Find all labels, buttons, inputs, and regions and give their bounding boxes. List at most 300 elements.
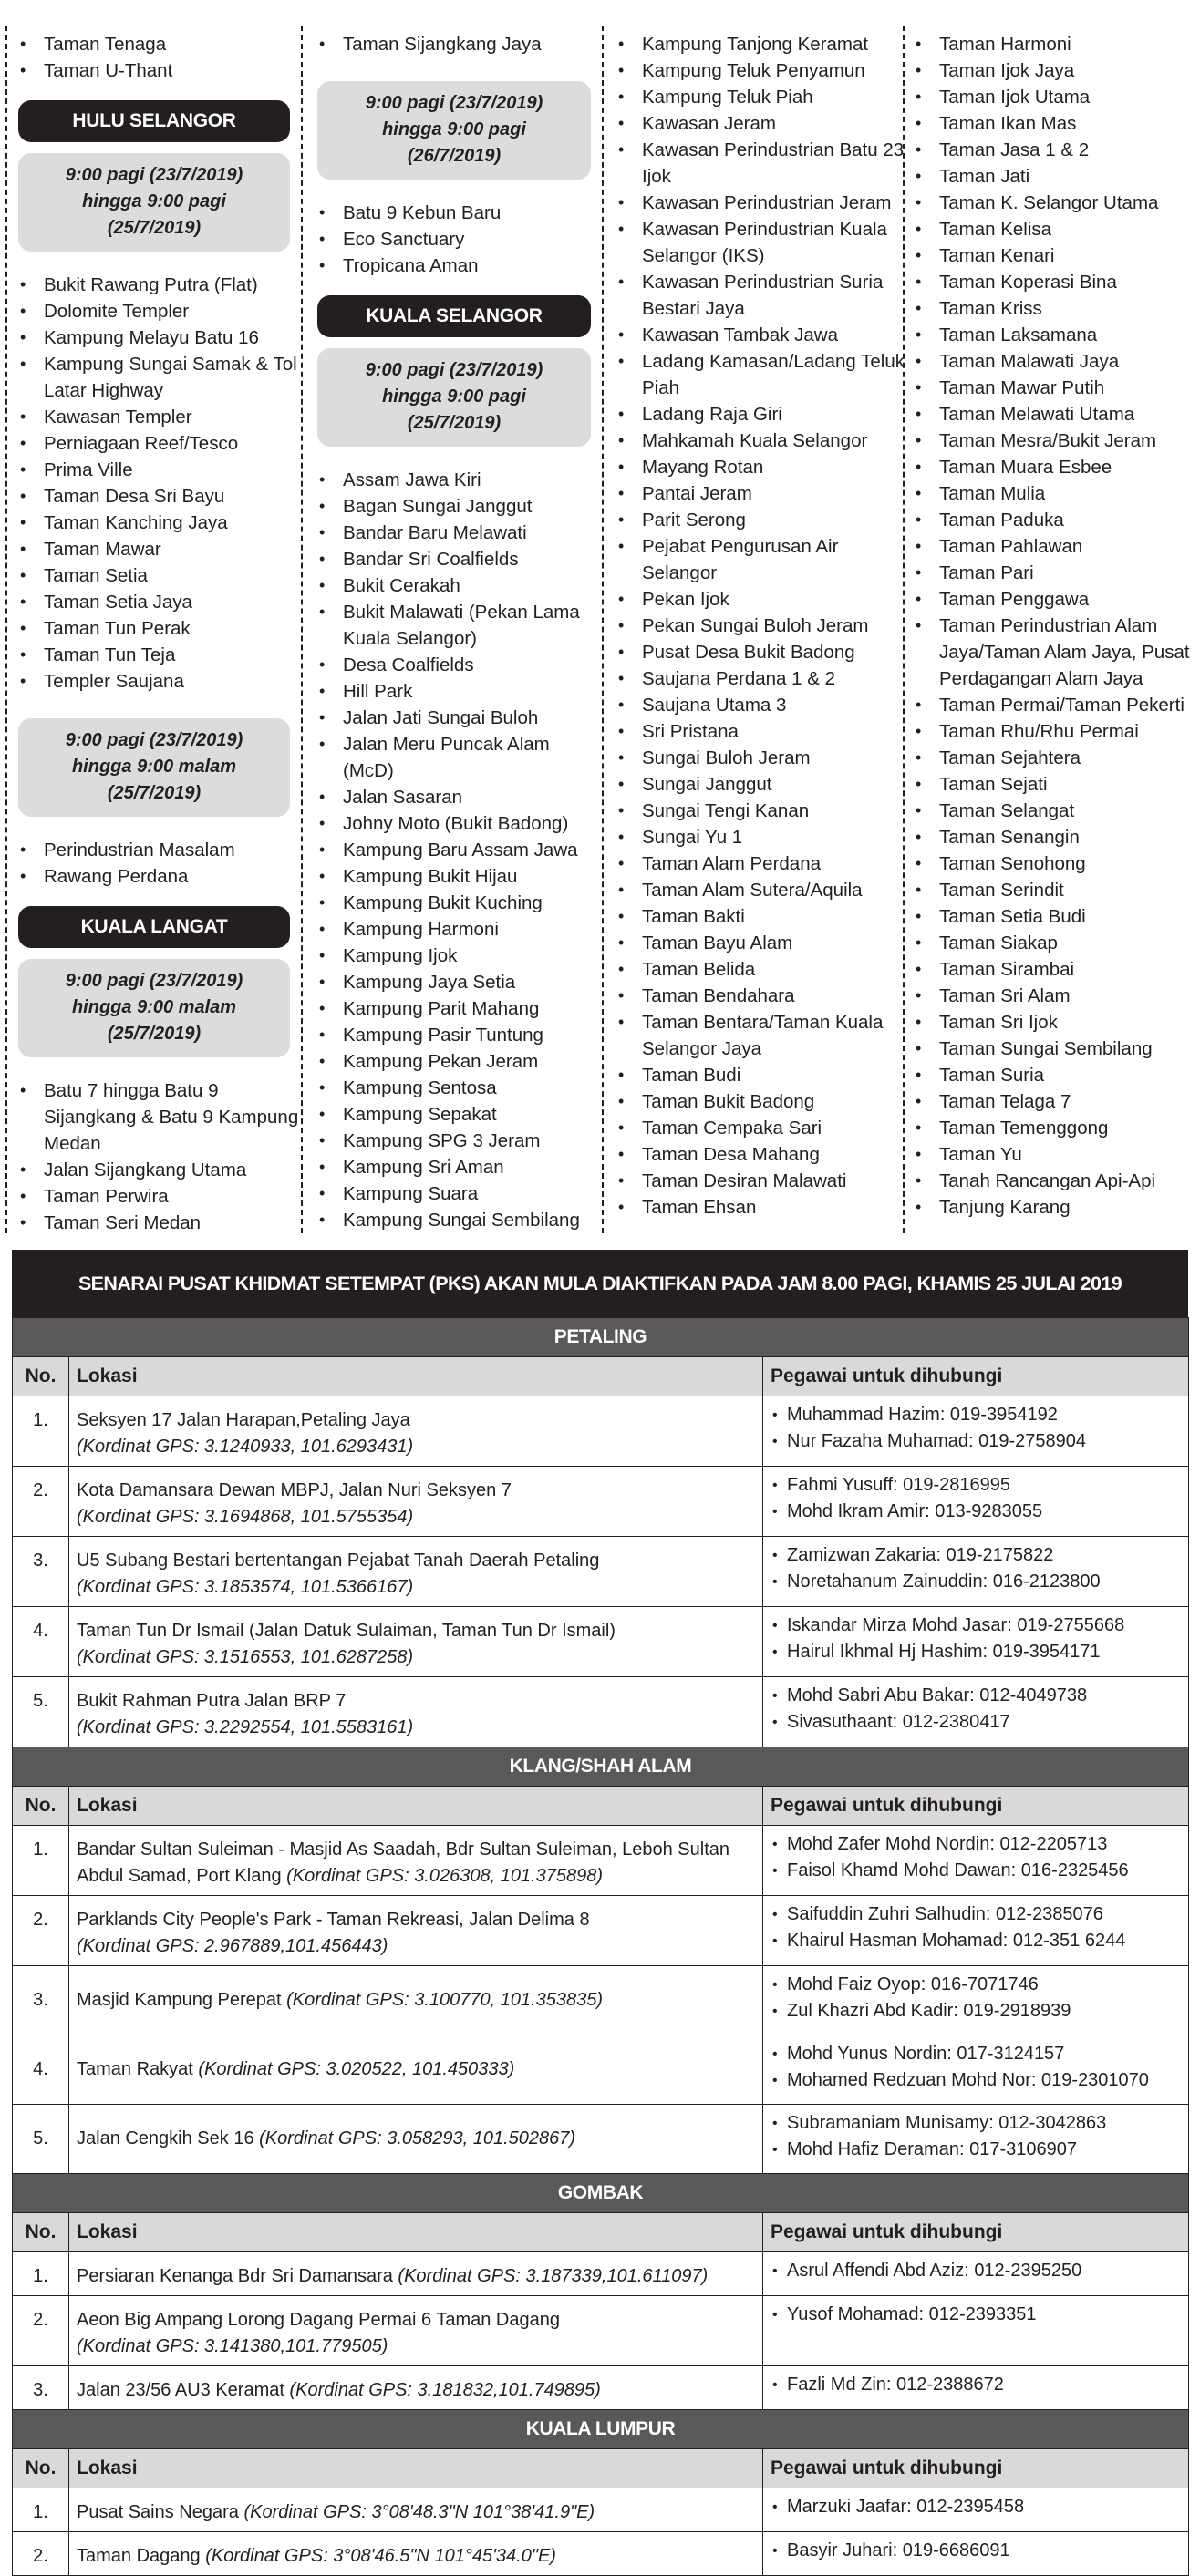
time-range-line: (25/7/2019) (107, 218, 202, 238)
location-item: • Taman Pahlawan (914, 533, 1200, 560)
region-header-row (13, 1747, 1189, 1787)
location-item: • Desa Coalfields (317, 652, 604, 678)
location-name: Persiaran Kenanga Bdr Sri Damansara (77, 2266, 393, 2286)
location-name: Aeon Big Ampang Lorong Dagang Permai 6 Taman Dagang (77, 2310, 560, 2330)
contact-item: • Yusof Mohamad: 012-2393351 (771, 2302, 1181, 2328)
gps-coordinates: (Kordinat GPS: 3°08'48.3"N 101°38'41.9"E) (243, 2502, 595, 2522)
location-name: Taman Rakyat (77, 2059, 193, 2079)
location-item: • Pejabat Pengurusan Air Selangor (616, 533, 905, 586)
location-item: • Perniagaan Reef/Tesco (18, 430, 303, 457)
location-item: • Taman Paduka (914, 507, 1200, 533)
location-item: • Taman Bendahara (616, 983, 905, 1009)
location-item: • Kampung Suara (317, 1180, 604, 1207)
location-item: • Taman Yu (914, 1141, 1200, 1168)
location-cell (69, 2105, 763, 2174)
row-number: 2. (13, 2296, 69, 2366)
location-item: • Kampung Bukit Hijau (317, 863, 604, 890)
table-row (13, 1467, 1189, 1537)
location-item: • Batu 7 hingga Batu 9 Sijangkang & Batu 9 Kampung Medan (18, 1077, 303, 1157)
contact-list (771, 2110, 1181, 2163)
table-row (13, 2252, 1189, 2296)
column-2 (303, 26, 604, 1233)
location-item: • Taman Siakap (914, 930, 1200, 956)
location-item: • Taman Budi (616, 1062, 905, 1088)
location-item: • Tanjung Karang (914, 1194, 1200, 1221)
row-number: 2. (13, 1467, 69, 1537)
location-item: • Hill Park (317, 678, 604, 705)
location-item: • Taman Temenggong (914, 1115, 1200, 1141)
column-header-row (13, 2213, 1189, 2252)
time-range-line: (25/7/2019) (107, 783, 202, 803)
location-item: • Kawasan Templer (18, 404, 303, 430)
contacts-cell (763, 1396, 1189, 1467)
gps-coordinates: (Kordinat GPS: 3.2292554, 101.5583161) (77, 1717, 414, 1737)
location-item: • Taman Alam Perdana (616, 850, 905, 877)
contacts-cell (763, 1607, 1189, 1677)
location-item: • Taman Tun Teja (18, 642, 303, 668)
table-row (13, 2532, 1189, 2576)
gps-coordinates: (Kordinat GPS: 3.1516553, 101.6287258) (77, 1647, 414, 1667)
column-header-row (13, 2449, 1189, 2488)
location-item: • Taman Kenari (914, 242, 1200, 269)
location-item: • Taman Belida (616, 956, 905, 983)
time-range-line: 9:00 pagi (23/7/2019) (65, 971, 243, 991)
location-columns (0, 26, 1200, 1233)
location-item: • Taman Jasa 1 & 2 (914, 137, 1200, 163)
location-item: • Taman Kelisa (914, 216, 1200, 242)
contact-list (771, 1542, 1181, 1595)
location-item: • Taman Sijangkang Jaya (317, 31, 604, 57)
contact-item: • Noretahanum Zainuddin: 016-2123800 (771, 1569, 1181, 1595)
location-name: Pusat Sains Negara (77, 2502, 239, 2522)
contact-item: • Faisol Khamd Mohd Dawan: 016-2325456 (771, 1858, 1181, 1884)
location-item: • Pekan Ijok (616, 586, 905, 613)
contact-item: • Mohd Faiz Oyop: 016-7071746 (771, 1972, 1181, 1998)
location-item: • Kampung Harmoni (317, 916, 604, 943)
contacts-cell (763, 1826, 1189, 1896)
header-location: Lokasi (69, 1787, 763, 1826)
location-item: • Saujana Utama 3 (616, 692, 905, 718)
gps-coordinates: (Kordinat GPS: 3.141380,101.779505) (77, 2336, 388, 2356)
table-row (13, 1826, 1189, 1896)
column-header-row (13, 1357, 1189, 1396)
contact-item: • Khairul Hasman Mohamad: 012-351 6244 (771, 1928, 1181, 1954)
location-list (18, 1077, 303, 1236)
gps-coordinates: (Kordinat GPS: 2.967889,101.456443) (77, 1936, 388, 1956)
column-4 (905, 26, 1200, 1233)
gps-coordinates: (Kordinat GPS: 3.1240933, 101.6293431) (77, 1437, 414, 1457)
contact-list (771, 1402, 1181, 1455)
location-item: • Kampung Sepakat (317, 1101, 604, 1128)
row-number: 1. (13, 1396, 69, 1467)
location-item: • Pekan Sungai Buloh Jeram (616, 613, 905, 639)
location-item: • Bandar Sri Coalfields (317, 546, 604, 572)
location-item: • Eco Sanctuary (317, 226, 604, 252)
header-no: No. (13, 2449, 69, 2488)
location-item: • Taman Sungai Sembilang (914, 1036, 1200, 1062)
location-name: Seksyen 17 Jalan Harapan,Petaling Jaya (77, 1410, 410, 1430)
location-item: • Kampung Sri Aman (317, 1154, 604, 1180)
location-item: • Taman Senangin (914, 824, 1200, 850)
column-header-row (13, 1787, 1189, 1826)
location-cell (69, 2252, 763, 2296)
location-item: • Taman Pari (914, 560, 1200, 586)
location-item: • Taman Ijok Utama (914, 84, 1200, 110)
contact-item: • Mohd Zafer Mohd Nordin: 012-2205713 (771, 1831, 1181, 1858)
row-number: 1. (13, 2252, 69, 2296)
location-item: • Batu 9 Kebun Baru (317, 200, 604, 226)
row-number: 1. (13, 2488, 69, 2532)
location-name: Kota Damansara Dewan MBPJ, Jalan Nuri Seksyen 7 (77, 1480, 512, 1500)
time-range-box (317, 81, 591, 180)
location-name: Parklands City People's Park - Taman Rekreasi, Jalan Delima 8 (77, 1910, 590, 1930)
time-range-line: 9:00 pagi (23/7/2019) (365, 93, 543, 113)
location-item: • Bagan Sungai Janggut (317, 493, 604, 520)
location-item: • Taman Perwira (18, 1183, 303, 1210)
location-item: • Kawasan Jeram (616, 110, 905, 137)
time-range-line: (25/7/2019) (107, 1024, 202, 1044)
location-item: • Kampung Parit Mahang (317, 995, 604, 1022)
location-list (18, 272, 303, 695)
location-item: • Taman Sri Alam (914, 983, 1200, 1009)
time-range-box (18, 153, 290, 252)
location-item: • Templer Saujana (18, 668, 303, 695)
time-range-box (18, 959, 290, 1057)
time-range-line: hingga 9:00 pagi (82, 191, 226, 211)
contact-item: • Subramaniam Munisamy: 012-3042863 (771, 2110, 1181, 2137)
location-item: • Sungai Tengi Kanan (616, 798, 905, 824)
header-no: No. (13, 1787, 69, 1826)
time-range-line: hingga 9:00 pagi (382, 119, 526, 139)
location-item: • Kampung Sentosa (317, 1075, 604, 1101)
location-item: • Kampung SPG 3 Jeram (317, 1128, 604, 1154)
contact-list (771, 2538, 1181, 2564)
contacts-cell (763, 1966, 1189, 2035)
time-range-line: (25/7/2019) (407, 413, 502, 433)
location-item: • Taman Alam Sutera/Aquila (616, 877, 905, 903)
contact-item: • Fazli Md Zin: 012-2388672 (771, 2372, 1181, 2398)
row-number: 3. (13, 1966, 69, 2035)
location-item: • Taman Ijok Jaya (914, 57, 1200, 84)
location-item: • Taman Harmoni (914, 31, 1200, 57)
location-item: • Taman Serindit (914, 877, 1200, 903)
contact-item: • Zul Khazri Abd Kadir: 019-2918939 (771, 1998, 1181, 2025)
header-location: Lokasi (69, 1357, 763, 1396)
table-row (13, 2105, 1189, 2174)
location-item: • Kampung Tanjong Keramat (616, 31, 905, 57)
location-item: • Taman Desiran Malawati (616, 1168, 905, 1194)
row-number: 5. (13, 2105, 69, 2174)
contact-item: • Muhammad Hazim: 019-3954192 (771, 1402, 1181, 1428)
location-item: • Taman Koperasi Bina (914, 269, 1200, 295)
location-item: • Taman Perindustrian Alam Jaya/Taman Alam Jaya, Pusat Perdagangan Alam Jaya (914, 613, 1200, 692)
location-item: • Taman Mawar Putih (914, 375, 1200, 401)
contact-list (771, 2041, 1181, 2094)
contact-item: • Zamizwan Zakaria: 019-2175822 (771, 1542, 1181, 1569)
time-range-line: hingga 9:00 malam (71, 997, 237, 1017)
location-name: Taman Tun Dr Ismail (Jalan Datuk Sulaiman, Taman Tun Dr Ismail) (77, 1621, 616, 1641)
row-number: 5. (13, 1677, 69, 1747)
table-row (13, 2035, 1189, 2105)
header-location: Lokasi (69, 2449, 763, 2488)
location-item: • Taman Bukit Badong (616, 1088, 905, 1115)
location-item: • Bukit Rawang Putra (Flat) (18, 272, 303, 298)
location-item: • Kawasan Perindustrian Kuala Selangor (IKS) (616, 216, 905, 269)
contacts-cell (763, 2035, 1189, 2105)
contact-list (771, 2258, 1181, 2284)
table-row (13, 1537, 1189, 1607)
location-item: • Taman Jati (914, 163, 1200, 190)
location-cell (69, 1537, 763, 1607)
table-row (13, 1677, 1189, 1747)
time-range-line: 9:00 pagi (23/7/2019) (65, 730, 243, 750)
location-list (317, 467, 604, 1233)
location-item: • Taman Telaga 7 (914, 1088, 1200, 1115)
location-item: • Kawasan Tambak Jawa (616, 322, 905, 348)
contact-list (771, 2494, 1181, 2520)
location-item: • Taman Mesra/Bukit Jeram (914, 428, 1200, 454)
row-number: 4. (13, 1607, 69, 1677)
column-1 (0, 26, 303, 1233)
contacts-cell (763, 1537, 1189, 1607)
location-item: • Bandar Baru Melawati (317, 520, 604, 546)
contact-list (771, 1613, 1181, 1665)
contacts-cell (763, 1677, 1189, 1747)
location-item: • Taman Mawar (18, 536, 303, 562)
time-range-line: (26/7/2019) (407, 146, 502, 166)
location-item: • Pusat Desa Bukit Badong (616, 639, 905, 665)
location-name: Jalan Cengkih Sek 16 (77, 2128, 254, 2148)
location-item: • Taman Ikan Mas (914, 110, 1200, 137)
column-3 (604, 26, 905, 1233)
pks-table (12, 1317, 1189, 2576)
contact-list (771, 2302, 1181, 2328)
location-item: • Kampung Jaya Setia (317, 969, 604, 995)
location-item: • Taman Bentara/Taman Kuala Selangor Jaya (616, 1009, 905, 1062)
district-header: KUALA SELANGOR (317, 295, 591, 337)
header-contacts: Pegawai untuk dihubungi (763, 2449, 1189, 2488)
location-cell (69, 1467, 763, 1537)
header-no: No. (13, 2213, 69, 2252)
contact-item: • Mohd Sabri Abu Bakar: 012-4049738 (771, 1683, 1181, 1709)
contacts-cell (763, 1467, 1189, 1537)
location-item: • Taman Desa Sri Bayu (18, 483, 303, 510)
location-item: • Kampung Pekan Jeram (317, 1048, 604, 1075)
location-item: • Taman Tenaga (18, 31, 303, 57)
location-item: • Taman Sejahtera (914, 745, 1200, 771)
pks-title: SENARAI PUSAT KHIDMAT SETEMPAT (PKS) AKAN MULA DIAKTIFKAN PADA JAM 8.00 PAGI, KHAMIS 25 JULAI 2019 (12, 1250, 1188, 1317)
location-item: • Taman Sri Ijok (914, 1009, 1200, 1036)
location-item: • Taman Sejati (914, 771, 1200, 798)
location-list (317, 200, 604, 279)
location-item: • Taman Penggawa (914, 586, 1200, 613)
header-contacts: Pegawai untuk dihubungi (763, 1357, 1189, 1396)
location-item: • Tropicana Aman (317, 252, 604, 279)
location-item: • Taman Bayu Alam (616, 930, 905, 956)
dashed-divider (5, 26, 7, 1233)
time-range-box (317, 348, 591, 447)
region-header-row (13, 1318, 1189, 1357)
location-item: • Kampung Melayu Batu 16 (18, 325, 303, 351)
location-item: • Taman Setia (18, 562, 303, 589)
location-item: • Sungai Janggut (616, 771, 905, 798)
region-header-row (13, 2410, 1189, 2449)
location-list (616, 31, 905, 1221)
region-name: KUALA LUMPUR (13, 2410, 1189, 2449)
contacts-cell (763, 2488, 1189, 2532)
table-row (13, 2296, 1189, 2366)
location-item: • Kampung Bukit Kuching (317, 890, 604, 916)
location-item: • Taman Permai/Taman Pekerti (914, 692, 1200, 718)
location-cell (69, 2296, 763, 2366)
contact-list (771, 1472, 1181, 1525)
gps-coordinates: (Kordinat GPS: 3.1694868, 101.5755354) (77, 1507, 414, 1527)
table-row (13, 1896, 1189, 1966)
location-list (18, 31, 303, 84)
location-item: • Taman Selangat (914, 798, 1200, 824)
contacts-cell (763, 2366, 1189, 2410)
location-item: • Taman U-Thant (18, 57, 303, 84)
location-cell (69, 2035, 763, 2105)
contact-item: • Mohd Ikram Amir: 013-9283055 (771, 1499, 1181, 1525)
location-cell (69, 1826, 763, 1896)
header-no: No. (13, 1357, 69, 1396)
time-range-line: 9:00 pagi (23/7/2019) (365, 360, 543, 380)
contact-item: • Marzuki Jaafar: 012-2395458 (771, 2494, 1181, 2520)
table-row (13, 2488, 1189, 2532)
gps-coordinates: (Kordinat GPS: 3.181832,101.749895) (289, 2380, 601, 2400)
location-item: • Jalan Jati Sungai Buloh (317, 705, 604, 731)
location-item: • Kampung Ijok (317, 943, 604, 969)
contact-item: • Nur Fazaha Muhamad: 019-2758904 (771, 1428, 1181, 1455)
location-item: • Kampung Pasir Tuntung (317, 1022, 604, 1048)
time-range-line: 9:00 pagi (23/7/2019) (65, 165, 243, 185)
location-item: • Taman Ehsan (616, 1194, 905, 1221)
contacts-cell (763, 2532, 1189, 2576)
contact-item: • Asrul Affendi Abd Aziz: 012-2395250 (771, 2258, 1181, 2284)
location-item: • Taman Muara Esbee (914, 454, 1200, 480)
location-name: Jalan 23/56 AU3 Keramat (77, 2380, 284, 2400)
location-item: • Parit Serong (616, 507, 905, 533)
location-item: • Ladang Kamasan/Ladang Teluk Piah (616, 348, 905, 401)
location-item: • Taman Desa Mahang (616, 1141, 905, 1168)
location-item: • Taman Cempaka Sari (616, 1115, 905, 1141)
contact-item: • Fahmi Yusuff: 019-2816995 (771, 1472, 1181, 1499)
time-range-line: hingga 9:00 malam (71, 757, 237, 777)
location-item: • Kawasan Perindustrian Suria Bestari Jaya (616, 269, 905, 322)
row-number: 3. (13, 2366, 69, 2410)
contacts-cell (763, 2105, 1189, 2174)
location-item: • Tanah Rancangan Api-Api (914, 1168, 1200, 1194)
location-name: Masjid Kampung Perepat (77, 1990, 282, 2010)
table-row (13, 1396, 1189, 1467)
location-item: • Taman Sirambai (914, 956, 1200, 983)
location-item: • Bukit Malawati (Pekan Lama Kuala Selangor) (317, 599, 604, 652)
gps-coordinates: (Kordinat GPS: 3.1853574, 101.5366167) (77, 1577, 414, 1597)
location-item: • Dolomite Templer (18, 298, 303, 325)
location-item: • Taman Senohong (914, 850, 1200, 877)
location-item: • Taman Kanching Jaya (18, 510, 303, 536)
contact-item: • Mohd Hafiz Deraman: 017-3106907 (771, 2137, 1181, 2163)
contacts-cell (763, 2296, 1189, 2366)
location-item: • Taman Malawati Jaya (914, 348, 1200, 375)
contact-list (771, 2372, 1181, 2398)
contact-list (771, 1972, 1181, 2025)
location-item: • Taman Kriss (914, 295, 1200, 322)
location-cell (69, 2532, 763, 2576)
location-item: • Saujana Perdana 1 & 2 (616, 665, 905, 692)
row-number: 3. (13, 1537, 69, 1607)
location-item: • Taman Laksamana (914, 322, 1200, 348)
location-item: • Taman Setia Budi (914, 903, 1200, 930)
contact-list (771, 1901, 1181, 1954)
location-item: • Taman Tun Perak (18, 615, 303, 642)
contact-item: • Hairul Ikhmal Hj Hashim: 019-3954171 (771, 1639, 1181, 1665)
location-name: Bukit Rahman Putra Jalan BRP 7 (77, 1691, 347, 1711)
location-item: • Taman Suria (914, 1062, 1200, 1088)
gps-coordinates: (Kordinat GPS: 3.020522, 101.450333) (198, 2059, 515, 2079)
table-row (13, 2366, 1189, 2410)
region-name: GOMBAK (13, 2174, 1189, 2213)
time-range-line: hingga 9:00 pagi (382, 386, 526, 407)
contact-item: • Iskandar Mirza Mohd Jasar: 019-2755668 (771, 1613, 1181, 1639)
gps-coordinates: (Kordinat GPS: 3.026308, 101.375898) (286, 1866, 604, 1886)
location-item: • Pantai Jeram (616, 480, 905, 507)
contact-list (771, 1683, 1181, 1736)
time-range-box (18, 718, 290, 817)
gps-coordinates: (Kordinat GPS: 3°08'46.5"N 101°45'34.0"E) (205, 2546, 556, 2566)
location-list (317, 31, 604, 57)
location-item: • Taman Bakti (616, 903, 905, 930)
region-header-row (13, 2174, 1189, 2213)
location-item: • Taman Seri Medan (18, 1210, 303, 1236)
location-cell (69, 1396, 763, 1467)
location-item: • Perindustrian Masalam (18, 837, 303, 863)
region-name: PETALING (13, 1318, 1189, 1357)
table-row (13, 1607, 1189, 1677)
gps-coordinates: (Kordinat GPS: 3.187339,101.611097) (398, 2266, 709, 2286)
district-header: KUALA LANGAT (18, 906, 290, 948)
location-list (18, 837, 303, 890)
location-cell (69, 1966, 763, 2035)
row-number: 1. (13, 1826, 69, 1896)
row-number: 4. (13, 2035, 69, 2105)
contact-item: • Mohd Yunus Nordin: 017-3124157 (771, 2041, 1181, 2067)
location-item: • Taman Melawati Utama (914, 401, 1200, 428)
location-item: • Johny Moto (Bukit Badong) (317, 810, 604, 837)
location-item: • Bukit Cerakah (317, 572, 604, 599)
location-cell (69, 1607, 763, 1677)
region-name: KLANG/SHAH ALAM (13, 1747, 1189, 1787)
contacts-cell (763, 2252, 1189, 2296)
location-item: • Jalan Sijangkang Utama (18, 1157, 303, 1183)
location-name: Bandar Sultan Suleiman - Masjid As Saadah, Bdr Sultan Suleiman, Leboh Sultan Abdul Samad, Port Klang (77, 1839, 729, 1886)
location-item: • Sri Pristana (616, 718, 905, 745)
header-location: Lokasi (69, 2213, 763, 2252)
row-number: 2. (13, 2532, 69, 2576)
location-item: • Kampung Sungai Sembilang (317, 1207, 604, 1233)
location-item: • Kawasan Perindustrian Jeram (616, 190, 905, 216)
contact-item: • Mohamed Redzuan Mohd Nor: 019-2301070 (771, 2067, 1181, 2094)
district-header: HULU SELANGOR (18, 100, 290, 142)
location-item: • Sungai Buloh Jeram (616, 745, 905, 771)
location-item: • Kampung Baru Assam Jawa (317, 837, 604, 863)
contact-item: • Sivasuthaant: 012-2380417 (771, 1709, 1181, 1736)
location-item: • Taman Mulia (914, 480, 1200, 507)
location-cell (69, 1677, 763, 1747)
location-item: • Rawang Perdana (18, 863, 303, 890)
location-name: U5 Subang Bestari bertentangan Pejabat Tanah Daerah Petaling (77, 1551, 600, 1571)
